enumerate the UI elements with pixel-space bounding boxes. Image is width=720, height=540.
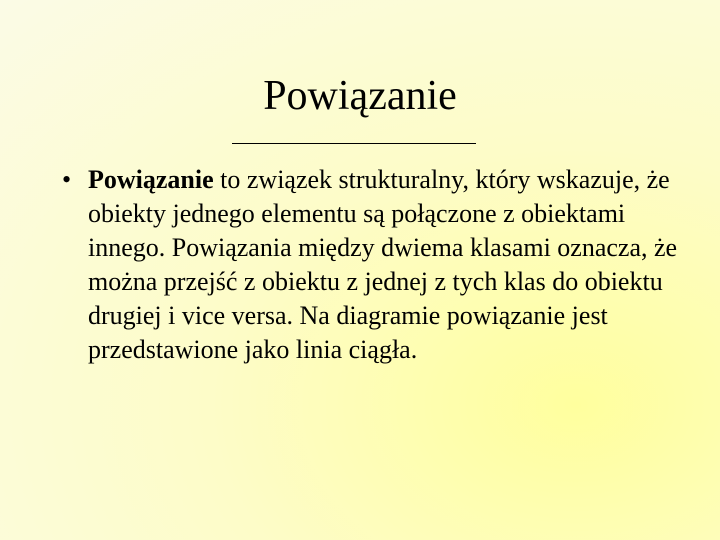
slide-title: Powiązanie bbox=[263, 73, 457, 119]
bullet-icon: • bbox=[62, 165, 72, 194]
slide-content bbox=[62, 163, 682, 367]
bullet-text: to związek strukturalny, który wskazuje, że obiekty jednego elementu są połączone z obiektami innego. Powiązania między dwiema klasami oznacza, że można przejść z obiektu z jednej z tych klas do obiektu drugiej i vice versa. Na diagramie powiązanie jest przedstawione jako linia ciągła. bbox=[88, 165, 678, 364]
bullet-term: Powiązanie bbox=[88, 165, 214, 194]
bullet-item bbox=[62, 163, 682, 367]
title-divider bbox=[232, 143, 476, 144]
